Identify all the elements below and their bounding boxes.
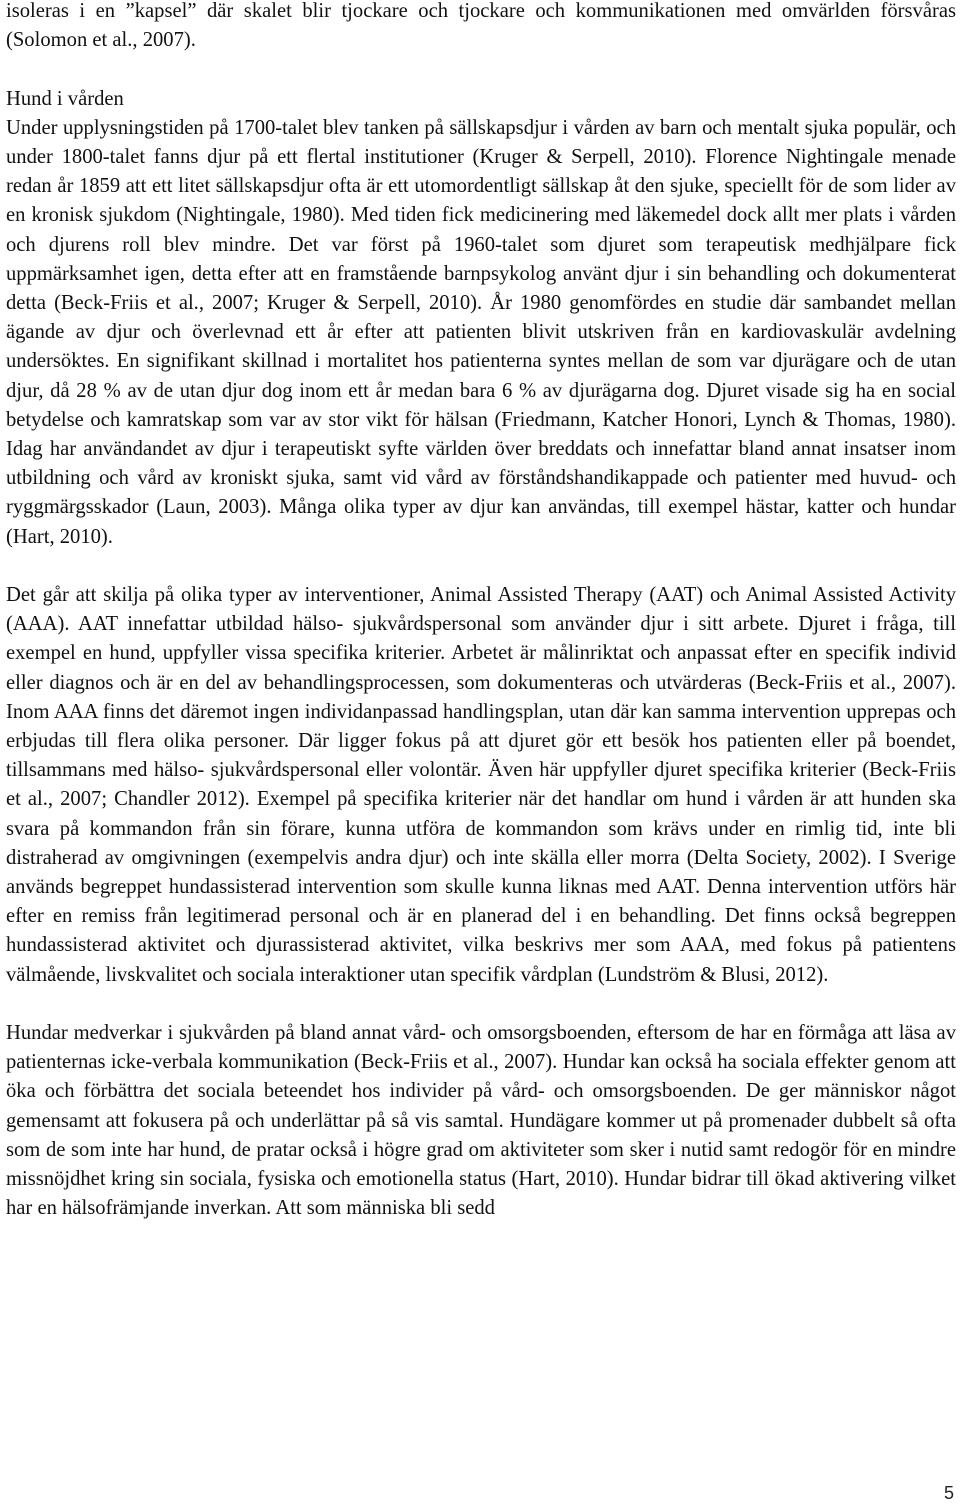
section-hund-i-varden [6,85,956,552]
document-page [6,0,956,1223]
page-number: 5 [943,1483,954,1503]
paragraph-dogs-in-care: Hundar medverkar i sjukvården på bland annat vård- och omsorgsboenden, eftersom de har en förmåga att läsa av patienternas icke-verbala kommunikation (Beck-Friis et al., 2007). Hundar kan också ha sociala effekter genom att öka och förbättra det sociala beteendet hos individer på vård- och omsorgsboenden. De ger människor något gemensamt att fokusera på och underlättar på så vis samtal. Hundägare kommer ut på promenader dubbelt så ofta som de som inte har hund, de pratar också i högre grad om aktiviteter som sker i nutid samt redogör för en mindre missnöjdhet kring sin sociala, fysiska och emotionella status (Hart, 2010). Hundar bidrar till ökad aktivering vilket har en hälsofrämjande inverkan. Att som människa bli sedd [6,1022,956,1220]
paragraph-continued: isoleras i en ”kapsel” där skalet blir tjockare och tjockare och kommunikationen med omvärlden försvåras (Solomon et al., 2007). [6,0,956,52]
section-heading: Hund i vården [6,87,124,110]
paragraph-history: Under upplysningstiden på 1700-talet blev tanken på sällskapsdjur i vården av barn och mentalt sjuka populär, och under 1800-talet fanns djur på ett flertal institutioner (Kruger & Serpell, 2010). Florence Nightingale menade redan år 1859 att ett litet sällskapsdjur ofta är ett utomordentligt sällskap åt den sjuke, speciellt för de som lider av en kronisk sjukdom (Nightingale, 1980). Med tiden fick medicinering med läkemedel dock allt mer plats i vården och djurens roll blev mindre. Det var först på 1960-talet som djuret som terapeutisk medhjälpare fick uppmärksamhet igen, detta efter att en framstående barnpsykolog använt djur i sin behandling och dokumenterat detta (Beck-Friis et al., 2007; Kruger & Serpell, 2010). År 1980 genomfördes en studie där sambandet mellan ägande av djur och överlevnad ett år efter att patienten blivit utskriven från en kardiovaskulär avdelning undersöktes. En signifikant skillnad i mortalitet hos patienterna syntes mellan de som var djurägare och de utan djur, då 28 % av de utan djur dog inom ett år medan bara 6 % av djurägarna dog. Djuret visade sig ha en social betydelse och kamratskap som var av stor vikt för hälsan (Friedmann, Katcher Honori, Lynch & Thomas, 1980). Idag har användandet av djur i terapeutiskt syfte världen över breddats och innefattar bland annat insatser inom utbildning och vård av kroniskt sjuka, samt vid vård av förståndshandikappade och patienter med huvud- och ryggmärgsskador (Laun, 2003). Många olika typer av djur kan användas, till exempel hästar, katter och hundar (Hart, 2010). [6,116,956,548]
paragraph-interventions: Det går att skilja på olika typer av interventioner, Animal Assisted Therapy (AAT) och Animal Assisted Activity (AAA). AAT innefattar utbildad hälso- sjukvårdspersonal som använder djur i sitt arbete. Djuret i fråga, till exempel en hund, uppfyller vissa specifika kriterier. Arbetet är målinriktat och anpassat efter en specifik individ eller diagnos och är en del av behandlingsprocessen, som dokumenteras och utvärderas (Beck-Friis et al., 2007). Inom AAA finns det däremot ingen individanpassad handlingsplan, utan där kan samma intervention upprepas och erbjudas till flera olika personer. Där ligger fokus på att djuret gör ett besök hos patienten eller på boendet, tillsammans med hälso- sjukvårdspersonal eller volontär. Även här uppfyller djuret specifika kriterier (Beck-Friis et al., 2007; Chandler 2012). Exempel på specifika kriterier när det handlar om hund i vården är att hunden ska svara på kommandon från sin förare, kunna utföra de kommandon som krävs under en rimlig tid, inte bli distraherad av omgivningen (exempelvis andra djur) och inte skälla eller morra (Delta Society, 2002). I Sverige används begreppet hundassisterad intervention som skulle kunna liknas med AAT. Denna intervention utförs här efter en remiss från legitimerad personal och är en planerad del i en behandling. Det finns också begreppen hundassisterad aktivitet och djurassisterad aktivitet, vilka beskrivs mer som AAA, med fokus på patientens välmående, livskvalitet och sociala interaktioner utan specifik vårdplan (Lundström & Blusi, 2012). [6,584,956,986]
